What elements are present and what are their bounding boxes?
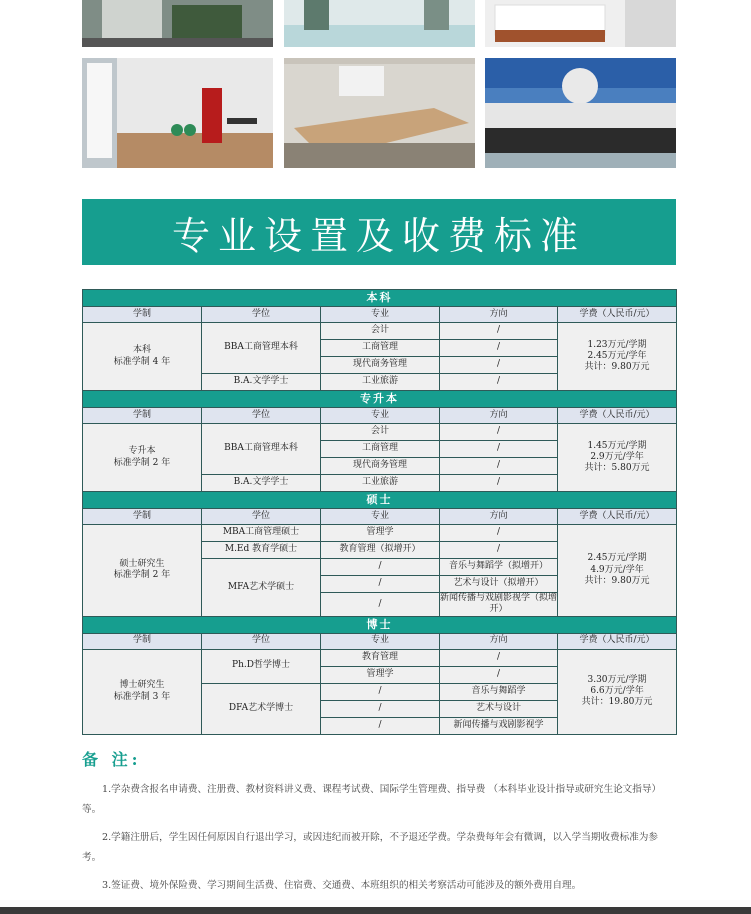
column-header: 学位 — [202, 408, 321, 424]
direction-cell: / — [440, 323, 558, 340]
major-cell: 会计 — [321, 323, 440, 340]
degree-cell: B.A.文学学士 — [202, 475, 321, 492]
major-cell: 教育管理 — [321, 649, 440, 666]
major-cell: 管理学 — [321, 525, 440, 542]
column-header: 专业 — [321, 509, 440, 525]
direction-cell: 音乐与舞蹈学 — [440, 683, 558, 700]
degree-cell: BBA工商管理本科 — [202, 323, 321, 374]
major-cell: 教育管理（拟增开） — [321, 542, 440, 559]
section-title: 硕士 — [83, 492, 677, 509]
group-photo — [485, 58, 676, 168]
major-cell: 工业旅游 — [321, 475, 440, 492]
major-cell: 管理学 — [321, 666, 440, 683]
column-header: 学费（人民币/元） — [558, 509, 677, 525]
banner-title: 专业设置及收费标准 — [171, 213, 586, 258]
table-row — [83, 424, 677, 441]
note-item: 2.学籍注册后，学生因任何原因自行退出学习，或因违纪而被开除，不予退还学费。学杂费每年会有微调，以入学当期收费标准为参考。 — [82, 832, 658, 863]
fee-cell: 1.45万元/学期 2.9万元/学年 共计：5.80万元 — [558, 424, 677, 492]
column-header: 方向 — [440, 408, 558, 424]
direction-cell: / — [440, 666, 558, 683]
degree-cell: BBA工商管理本科 — [202, 424, 321, 475]
section-title: 本科 — [83, 290, 677, 307]
degree-cell: MBA工商管理硕士 — [202, 525, 321, 542]
table-row — [83, 323, 677, 340]
column-header: 学位 — [202, 509, 321, 525]
direction-cell: 艺术与设计（拟增开） — [440, 576, 558, 593]
direction-cell: 新闻传播与戏剧影视学（拟增开） — [440, 593, 558, 615]
section-row — [83, 492, 677, 509]
degree-cell: Ph.D哲学博士 — [202, 649, 321, 683]
direction-cell: / — [440, 441, 558, 458]
direction-cell: 艺术与设计 — [440, 700, 558, 717]
notes-section — [82, 747, 676, 904]
column-header: 方向 — [440, 307, 558, 323]
section-title: 博士 — [83, 616, 677, 633]
table-row — [83, 525, 677, 542]
column-header: 专业 — [321, 307, 440, 323]
building-photo — [82, 0, 273, 47]
section-row — [83, 616, 677, 633]
major-cell: 工商管理 — [321, 441, 440, 458]
term-cell: 本科 标准学制 4 年 — [83, 323, 202, 391]
direction-cell: 音乐与舞蹈学（拟增开） — [440, 559, 558, 576]
degree-cell: B.A.文学学士 — [202, 374, 321, 391]
column-header: 学费（人民币/元） — [558, 307, 677, 323]
column-header: 方向 — [440, 633, 558, 649]
term-cell: 硕士研究生 标准学制 2 年 — [83, 525, 202, 617]
column-header: 专业 — [321, 408, 440, 424]
direction-cell: / — [440, 525, 558, 542]
direction-cell: / — [440, 458, 558, 475]
fee-table — [82, 289, 677, 735]
fee-cell: 1.23万元/学期 2.45万元/学年 共计：9.80万元 — [558, 323, 677, 391]
degree-cell: MFA艺术学硕士 — [202, 559, 321, 617]
classroom-photo — [284, 58, 475, 168]
major-cell: 工商管理 — [321, 340, 440, 357]
section-title: 专升本 — [83, 391, 677, 408]
degree-cell: DFA艺术学博士 — [202, 683, 321, 734]
column-header: 学费（人民币/元） — [558, 633, 677, 649]
note-item: 1.学杂费含报名申请费、注册费、教材资料讲义费、课程考试费、国际学生管理费、指导费 （本科毕业设计指导或研究生论文指导）等。 — [82, 784, 662, 815]
column-header: 学制 — [83, 307, 202, 323]
header-row — [83, 408, 677, 424]
major-cell: / — [321, 559, 440, 576]
direction-cell: 新闻传播与戏剧影视学 — [440, 717, 558, 734]
major-cell: 现代商务管理 — [321, 458, 440, 475]
table-row — [83, 649, 677, 666]
column-header: 学位 — [202, 307, 321, 323]
column-header: 学位 — [202, 633, 321, 649]
direction-cell: / — [440, 424, 558, 441]
direction-cell: / — [440, 374, 558, 391]
major-cell: / — [321, 700, 440, 717]
dorm-room-photo — [485, 0, 676, 47]
column-header: 方向 — [440, 509, 558, 525]
direction-cell: / — [440, 340, 558, 357]
section-row — [83, 290, 677, 307]
column-header: 专业 — [321, 633, 440, 649]
major-cell: / — [321, 683, 440, 700]
header-row — [83, 307, 677, 323]
column-header: 学费（人民币/元） — [558, 408, 677, 424]
degree-cell: M.Ed 教育学硕士 — [202, 542, 321, 559]
column-header: 学制 — [83, 633, 202, 649]
bottom-bar — [0, 907, 751, 914]
major-cell: / — [321, 717, 440, 734]
major-cell: / — [321, 576, 440, 593]
header-row — [83, 633, 677, 649]
note-item: 3.签证费、境外保险费、学习期间生活费、住宿费、交通费、本班组织的相关考察活动可能涉及的额外费用自理。 — [102, 880, 582, 891]
major-cell: 现代商务管理 — [321, 357, 440, 374]
section-row — [83, 391, 677, 408]
major-cell: 会计 — [321, 424, 440, 441]
fee-cell: 3.30万元/学期 6.6万元/学年 共计：19.80万元 — [558, 649, 677, 734]
term-cell: 博士研究生 标准学制 3 年 — [83, 649, 202, 734]
direction-cell: / — [440, 357, 558, 374]
direction-cell: / — [440, 649, 558, 666]
major-cell: / — [321, 593, 440, 617]
direction-cell: / — [440, 475, 558, 492]
column-header: 学制 — [83, 408, 202, 424]
direction-cell: / — [440, 542, 558, 559]
header-row — [83, 509, 677, 525]
lobby-photo — [284, 0, 475, 47]
major-cell: 工业旅游 — [321, 374, 440, 391]
gym-photo — [82, 58, 273, 168]
section-banner — [82, 199, 676, 265]
notes-title: 备 注: — [82, 750, 142, 769]
term-cell: 专升本 标准学制 2 年 — [83, 424, 202, 492]
fee-cell: 2.45万元/学期 4.9万元/学年 共计：9.80万元 — [558, 525, 677, 617]
column-header: 学制 — [83, 509, 202, 525]
